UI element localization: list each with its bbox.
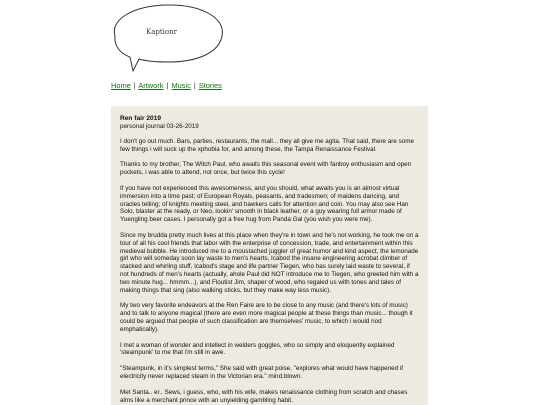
post-paragraph: Thanks to my brother, The Witch Paul, who awaits this seasonal event with fanboy enthusiasm and open pockets, i was able to attend, not once, but twice this cycle!: [120, 161, 412, 177]
post-paragraph: Met Santa.. er.. Sews, i guess, who, with his wife, makes renaissance clothing from scratch and chases alms like a merchant prince with an unyielding gambling habit.: [120, 388, 408, 404]
nav-separator: |: [166, 81, 169, 90]
logo-text: Kaptionr: [145, 28, 177, 36]
logo-bubble[interactable]: [106, 0, 234, 76]
post-paragraph: If you have not experienced this awesomeness, and you should, what awaits you is an almost virtual immersion into a time past; of European Royals, peasants, and tradesmen; of maidens dancing, and oracles telling; of knights meeting steel, and hawkers calls for attention and coin. You may also see Han Solo, blaster at the ready, or Neo, lookin' smooth in black leather, or a guy wearing full armor made of Yuengling beer cases. I personally got a free hug from Panda Gal (you wish you were me).: [120, 184, 409, 224]
post-title: Ren fair 2019: [120, 115, 162, 122]
nav-separator: |: [133, 81, 136, 90]
post-paragraph: My two very favorite endeavors at the Ren Faire are to be close to any music (and there's lots of music) and to talk to anyone magical (there are even more magical people at these things than music... though it could be argued that people of such classification are themselves' music, to which i would nod emphatically).: [120, 302, 413, 333]
nav-separator: |: [193, 81, 196, 90]
journal-entry: [111, 106, 428, 404]
post-paragraph: "Steampunk, in it's simplest terms," She said with great poise, "explores what would have happened if electricity never replaced steam in the Victorian era." mind.blown.: [120, 365, 404, 380]
content-panel: [111, 106, 428, 405]
nav-link-stories[interactable]: Stories: [198, 81, 222, 90]
post-paragraph: I don't go out much. Bars, parties, restaurants, the mall... they all give me agita. That said, there are some few things i will suck up the xphobia for, and among these, the Tampa Renaissance Festival.: [120, 137, 415, 153]
nav-link-music[interactable]: Music: [171, 81, 191, 90]
post-paragraph: Since my brudda pretty much lives at this place when they're in town and he's not working, he took me on a tour of all his cool friends that labor with the enterprise of concession, trade, and entertainment within this medieval bubble. He introduced me to a moustached juggler of great humor and kind aspect, the lemonade girl who will someday soon lay waste to men's hearts, Icabod the insane engineering acrobat climber of stacked and whirling stuff, Icabod's stage and life partner Tiegen, who has surely laid waste to several, if not hundreds of men's hearts (actually, ahole Paul did NOT introduce me to Tiegen, who greeted him with a two minute hug... hmmm...), and Floutist Jim, shaper of wood, who regaled us with tones and tales of making things that sing (also walking sticks, but they make way less music).: [120, 231, 419, 294]
main-nav: [111, 81, 222, 90]
post-paragraph: I met a woman of wonder and intellect in welders goggles, who so simply and eloquently explained 'steampunk' to me that i'm still in awe.: [120, 341, 395, 357]
nav-link-home[interactable]: Home: [111, 81, 131, 90]
post-subtitle: personal journal 03-26-2019: [120, 123, 199, 130]
nav-link-artwork[interactable]: Artwork: [138, 81, 164, 90]
